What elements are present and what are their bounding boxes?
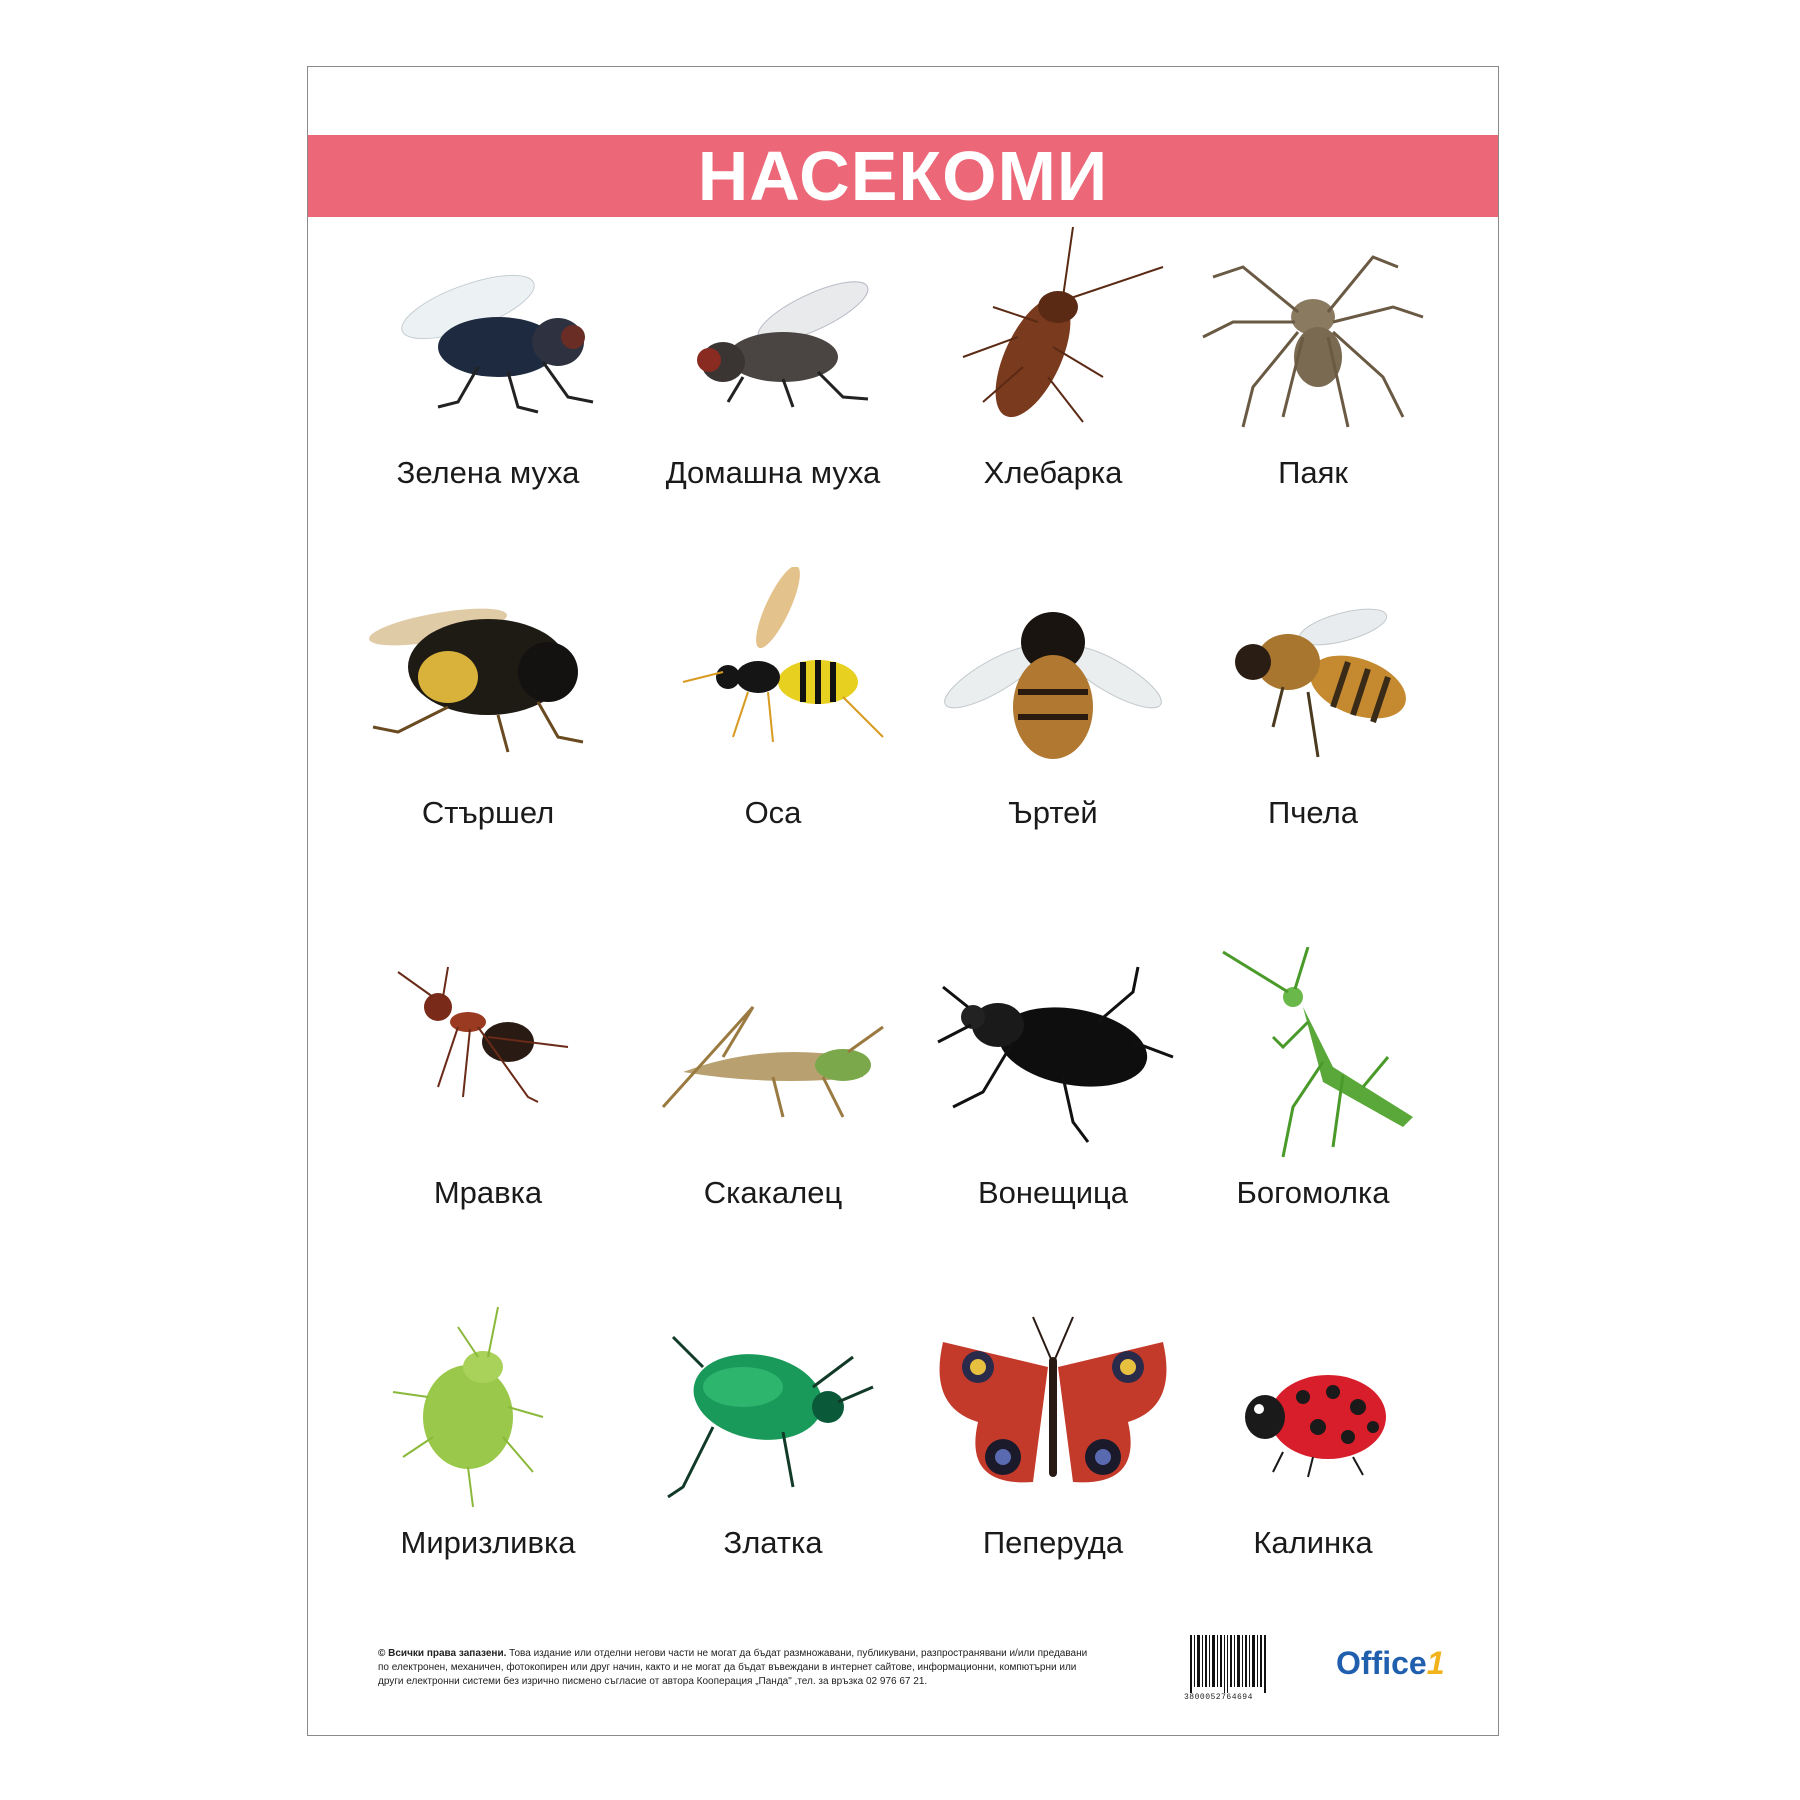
insect-label: Миризливка bbox=[400, 1525, 576, 1560]
insect-label: Скакалец bbox=[703, 1175, 843, 1210]
spider-icon bbox=[1183, 227, 1443, 447]
insect-label: Паяк bbox=[1278, 455, 1348, 490]
insect-label: Домашна муха bbox=[665, 455, 881, 490]
insect-card bbox=[343, 1297, 633, 1561]
black-beetle-icon bbox=[923, 947, 1183, 1167]
grasshopper-icon bbox=[643, 947, 903, 1167]
page-title: НАСЕКОМИ bbox=[697, 137, 1109, 215]
insect-label: Ъртей bbox=[1008, 795, 1098, 830]
copyright-text: Това издание или отделни негови части не могат да бъдат размножавани, публикувани, разпространявани и/или предавани по електронен, механичен, фотокопирен или друг начин, както и не могат да бъдат въвеждани в интернет сайтове, информационни, компютърни или други електронни системи без изрично писмено съгласие от автора Кооперация „Панда" ,тел. за връзка 02 976 67 21. bbox=[378, 1648, 1088, 1687]
insect-card bbox=[1168, 947, 1458, 1211]
insect-card bbox=[628, 1297, 918, 1561]
insect-label: Пеперуда bbox=[982, 1525, 1124, 1560]
butterfly-icon bbox=[923, 1297, 1183, 1517]
insect-card bbox=[1168, 227, 1458, 491]
bumblebee-icon bbox=[923, 567, 1183, 787]
insect-card bbox=[628, 567, 918, 831]
logo-number: 1 bbox=[1426, 1645, 1445, 1681]
insect-label: Оса bbox=[744, 795, 802, 830]
insect-card bbox=[908, 1297, 1198, 1561]
cockroach-icon bbox=[923, 227, 1183, 447]
insect-card bbox=[908, 947, 1198, 1211]
barcode-icon bbox=[1188, 1635, 1268, 1693]
insect-label: Вонещица bbox=[977, 1175, 1129, 1210]
bee-icon bbox=[1183, 567, 1443, 787]
insect-label: Пчела bbox=[1268, 795, 1358, 830]
house-fly-icon bbox=[643, 227, 903, 447]
mantis-icon bbox=[1183, 947, 1443, 1167]
copyright-notice bbox=[378, 1647, 1098, 1689]
barcode-number: 3800052764694 bbox=[1184, 1693, 1253, 1702]
rose-chafer-icon bbox=[643, 1297, 903, 1517]
office1-logo bbox=[1336, 1645, 1444, 1682]
insect-label: Мравка bbox=[433, 1175, 543, 1210]
bluebottle-fly-icon bbox=[358, 227, 618, 447]
insect-card bbox=[343, 947, 633, 1211]
title-banner bbox=[308, 135, 1498, 217]
insect-card bbox=[343, 227, 633, 491]
insect-label: Златка bbox=[723, 1525, 823, 1560]
copyright-bold: © Всички права запазени. bbox=[378, 1648, 507, 1659]
insect-card bbox=[628, 947, 918, 1211]
insect-label: Богомолка bbox=[1236, 1175, 1390, 1210]
ant-icon bbox=[358, 947, 618, 1167]
insect-card bbox=[908, 227, 1198, 491]
insect-label: Стършел bbox=[421, 795, 555, 830]
insect-card bbox=[908, 567, 1198, 831]
poster bbox=[307, 66, 1499, 1736]
insect-label: Калинка bbox=[1253, 1525, 1373, 1560]
hornet-icon bbox=[358, 567, 618, 787]
ladybug-icon bbox=[1183, 1297, 1443, 1517]
insect-card bbox=[1168, 567, 1458, 831]
insect-card bbox=[343, 567, 633, 831]
insect-card bbox=[1168, 1297, 1458, 1561]
stink-bug-icon bbox=[358, 1297, 618, 1517]
insect-label: Зелена муха bbox=[396, 455, 580, 490]
insect-card bbox=[628, 227, 918, 491]
wasp-icon bbox=[643, 567, 903, 787]
insect-label: Хлебарка bbox=[983, 455, 1123, 490]
logo-text: Office bbox=[1336, 1645, 1427, 1681]
